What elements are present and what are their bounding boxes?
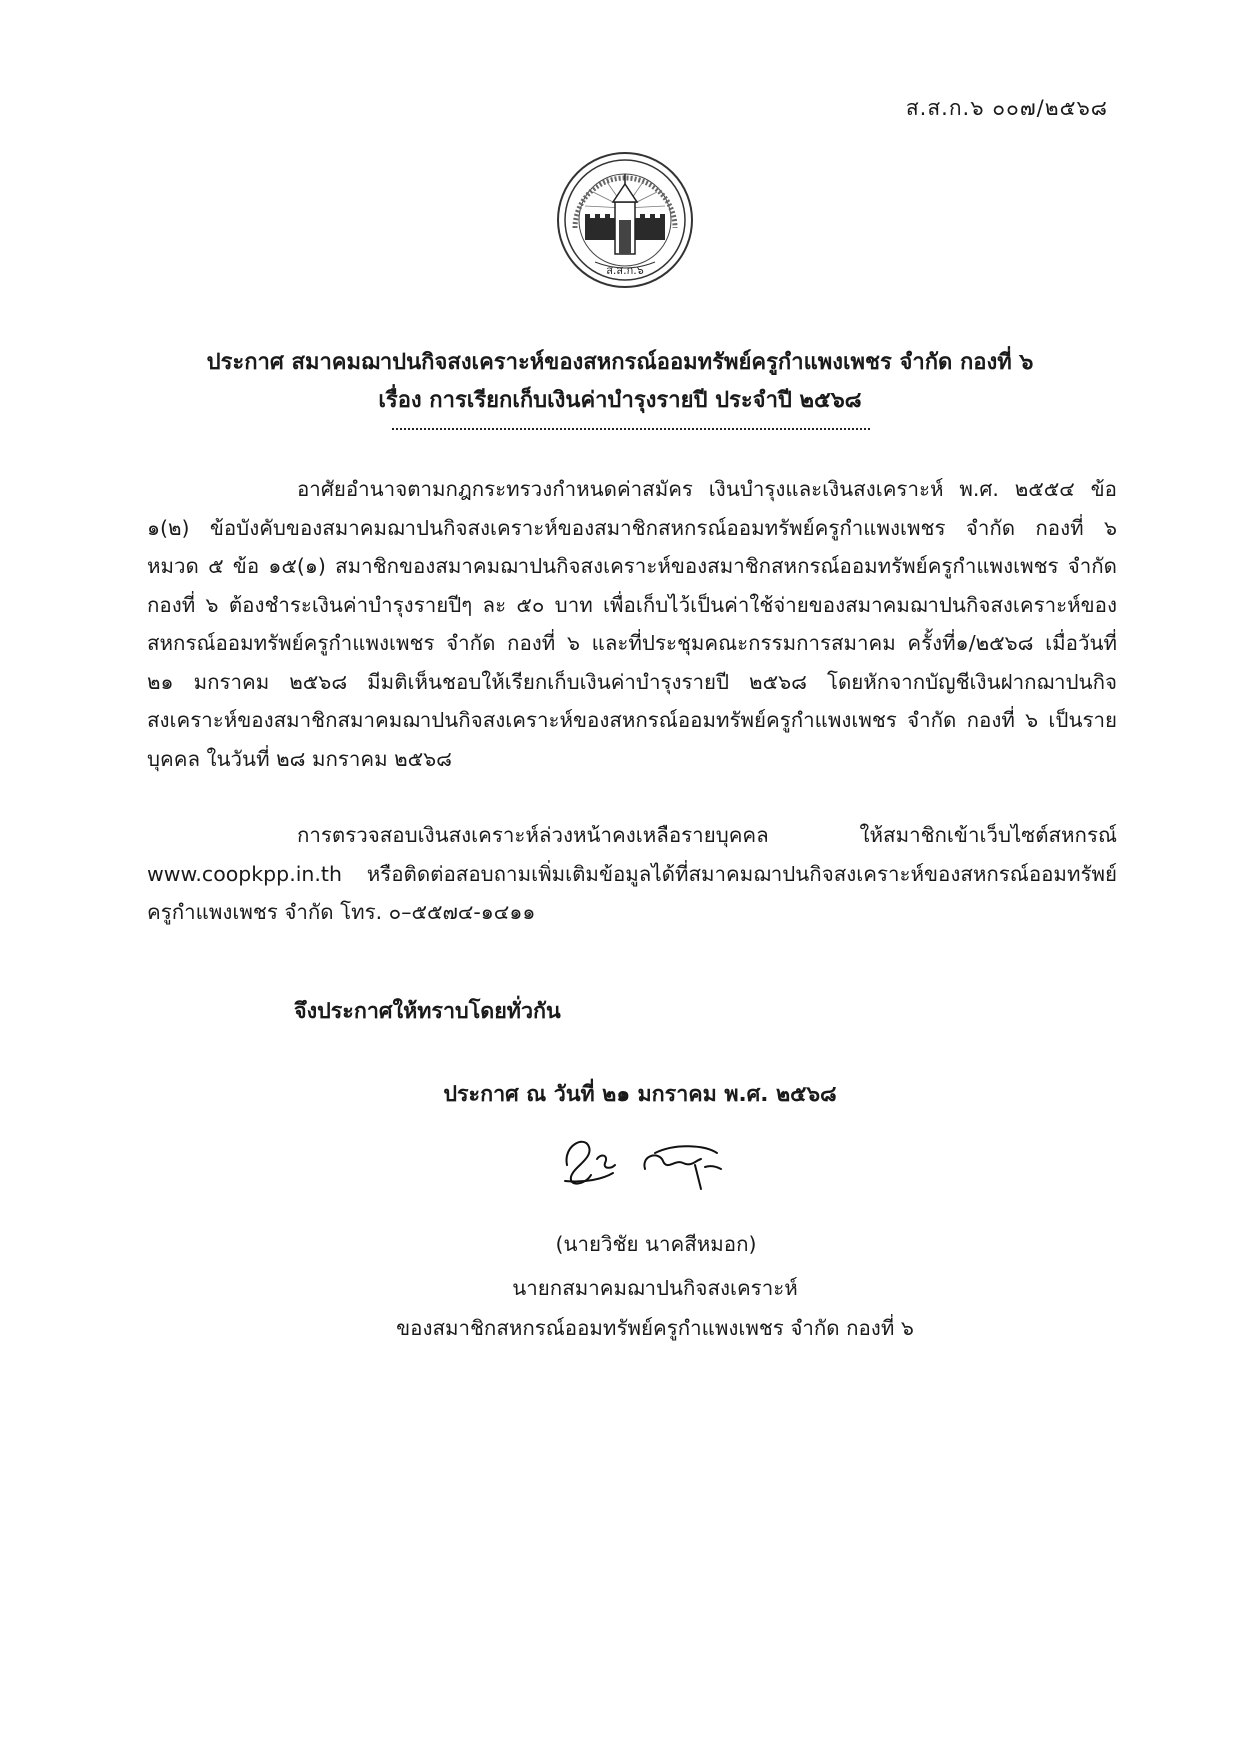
handwritten-signature-icon <box>555 1125 735 1200</box>
association-seal-icon <box>555 150 695 290</box>
svg-text:ส.ส.ก.๖: ส.ส.ก.๖ <box>606 264 644 277</box>
title-divider <box>392 428 870 430</box>
signatory-organization: ของสมาชิกสหกรณ์ออมทรัพย์ครูกำแพงเพชร จำกัด กองที่ ๖ <box>396 1316 914 1340</box>
paragraph-text: อาศัยอำนาจตามกฎกระทรวงกำหนดค่าสมัคร เงินบำรุงและเงินสงเคราะห์ พ.ศ. ๒๕๕๔ ข้อ ๑(๒) ข้อบังคับของสมาคมฌาปนกิจสงเคราะห์ของสมาชิกสหกรณ์ออมทรัพย์ครูกำแพงเพชร จำกัด กองที่ ๖ หมวด ๕ ข้อ ๑๕(๑) สมาชิกของสมาคมฌาปนกิจสงเคราะห์ของสมาชิกสหกรณ์ออมทรัพย์ครูกำแพงเพชร จำกัด กองที่ ๖ ต้องชำระเงินค่าบำรุงรายปีๆ ละ ๕๐ บาท เพื่อเก็บไว้เป็นค่าใช้จ่ายของสมาคมฌาปนกิจสงเคราะห์ของสหกรณ์ออมทรัพย์ครูกำแพงเพชร จำกัด กองที่ ๖ และที่ประชุมคณะกรรมการสมาคม ครั้งที่๑/๒๕๖๘ เมื่อวันที่ ๒๑ มกราคม ๒๕๖๘ มีมติเห็นชอบให้เรียกเก็บเงินค่าบำรุงรายปี ๒๕๖๘ โดยหักจากบัญชีเงินฝากฌาปนกิจสงเคราะห์ของสมาชิกสมาคมฌาปนกิจสงเคราะห์ของสหกรณ์ออมทรัพย์ครูกำแพงเพชร จำกัด กองที่ ๖ เป็นรายบุคคล ในวันที่ ๒๘ มกราคม ๒๕๖๘ <box>147 477 1117 771</box>
body-paragraph-1 <box>147 470 1117 778</box>
body-paragraph-2 <box>147 816 1117 932</box>
announcement-date: ประกาศ ณ วันที่ ๒๑ มกราคม พ.ศ. ๒๕๖๘ <box>443 1082 837 1107</box>
reference-number: ส.ส.ก.๖ ๐๐๗/๒๕๖๘ <box>905 96 1108 120</box>
paragraph-text: การตรวจสอบเงินสงเคราะห์ล่วงหน้าคงเหลือรายบุคคล ให้สมาชิกเข้าเว็บไซต์สหกรณ์ www.coopkpp.in.th หรือติดต่อสอบถามเพิ่มเติมข้อมูลได้ที่สมาคมฌาปนกิจสงเคราะห์ของสหกรณ์ออมทรัพย์ครูกำแพงเพชร จำกัด โทร. ๐–๕๕๗๔-๑๔๑๑ <box>147 823 1117 924</box>
signatory-position: นายกสมาคมฌาปนกิจสงเคราะห์ <box>512 1276 798 1300</box>
closing-statement: จึงประกาศให้ทราบโดยทั่วกัน <box>294 999 561 1024</box>
signatory-name: (นายวิชัย นาคสีหมอก) <box>555 1232 757 1256</box>
announcement-title: ประกาศ สมาคมฌาปนกิจสงเคราะห์ของสหกรณ์ออมทรัพย์ครูกำแพงเพชร จำกัด กองที่ ๖ <box>206 350 1034 375</box>
announcement-subject: เรื่อง การเรียกเก็บเงินค่าบำรุงรายปี ประจำปี ๒๕๖๘ <box>378 388 862 413</box>
